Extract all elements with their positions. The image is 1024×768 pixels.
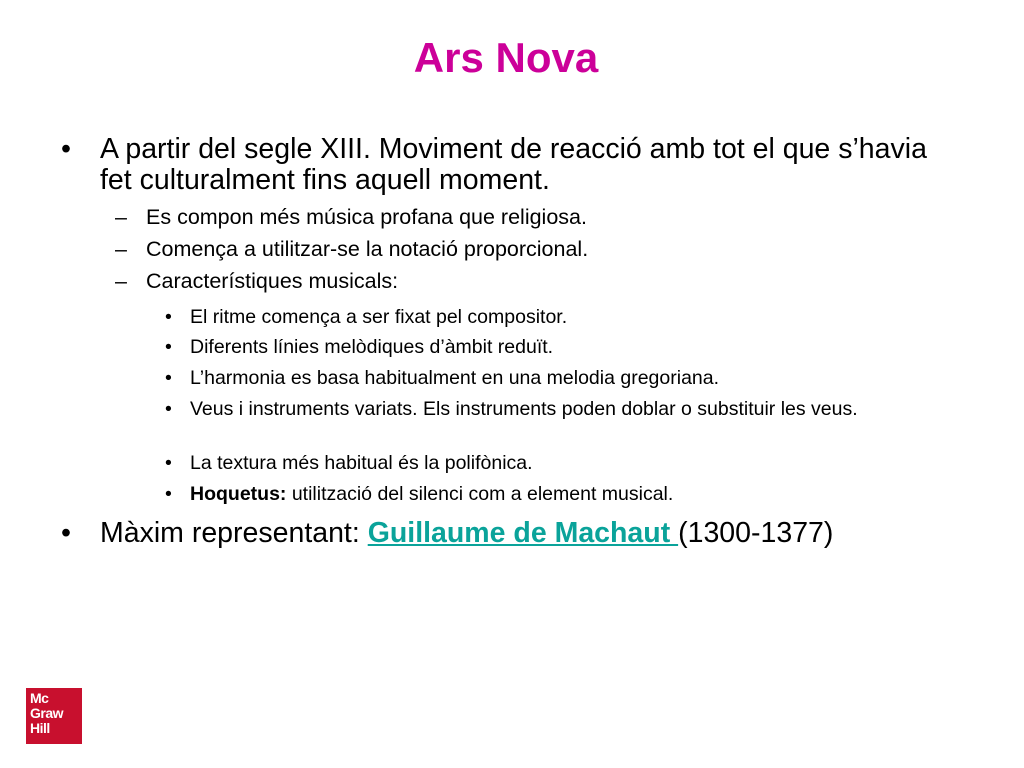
sub-bullet-item — [115, 269, 906, 294]
machaut-link[interactable]: Guillaume de Machaut — [367, 517, 679, 549]
detail-text: El ritme comença a ser fixat pel compositor. — [190, 306, 568, 328]
bullet-item — [61, 133, 930, 196]
mcgraw-hill-logo — [26, 688, 82, 744]
bullet-icon: • — [61, 517, 71, 549]
bullet-text: (1300-1377) — [678, 517, 834, 549]
logo-text: Mc — [30, 690, 49, 706]
dash-icon: – — [115, 205, 127, 229]
detail-item — [165, 306, 980, 328]
sub-bullet-item — [115, 205, 906, 230]
logo-text: Graw — [30, 705, 64, 721]
logo-text: Hill — [30, 720, 50, 736]
detail-text: La textura més habitual és la polifònica. — [190, 452, 533, 474]
detail-text: L’harmonia es basa habitualment en una melodia gregoriana. — [190, 367, 720, 389]
bullet-item — [61, 517, 900, 549]
detail-item — [165, 398, 980, 420]
detail-text: Diferents línies melòdiques d’àmbit reduït. — [190, 336, 554, 358]
detail-item — [165, 483, 980, 505]
detail-item — [165, 452, 980, 474]
bullet-icon: • — [165, 452, 172, 474]
term-label: Hoquetus: — [190, 483, 287, 505]
detail-item — [165, 336, 980, 358]
bullet-text: Màxim representant: — [100, 517, 368, 549]
detail-text: utilització del silenci com a element musical. — [286, 483, 674, 505]
bullet-icon: • — [165, 367, 172, 389]
dash-icon: – — [115, 237, 127, 261]
sub-bullet-text: Es compon més música profana que religiosa. — [146, 205, 587, 229]
detail-item — [165, 367, 980, 389]
dash-icon: – — [115, 269, 127, 293]
bullet-icon: • — [165, 306, 172, 328]
sub-bullet-text: Comença a utilitzar-se la notació proporcional. — [146, 237, 589, 261]
sub-bullet-text: Característiques musicals: — [146, 269, 399, 293]
bullet-icon: • — [165, 336, 172, 358]
detail-text: Veus i instruments variats. Els instruments poden doblar o substituir les veus. — [190, 398, 858, 420]
sub-bullet-item — [115, 237, 906, 262]
bullet-icon: • — [61, 133, 71, 165]
bullet-text: A partir del segle XIII. Moviment de reacció amb tot el que s’havia fet culturalment fins aquell moment. — [100, 133, 927, 196]
bullet-icon: • — [165, 398, 172, 420]
bullet-icon: • — [165, 483, 172, 505]
slide-title: Ars Nova — [413, 34, 599, 81]
